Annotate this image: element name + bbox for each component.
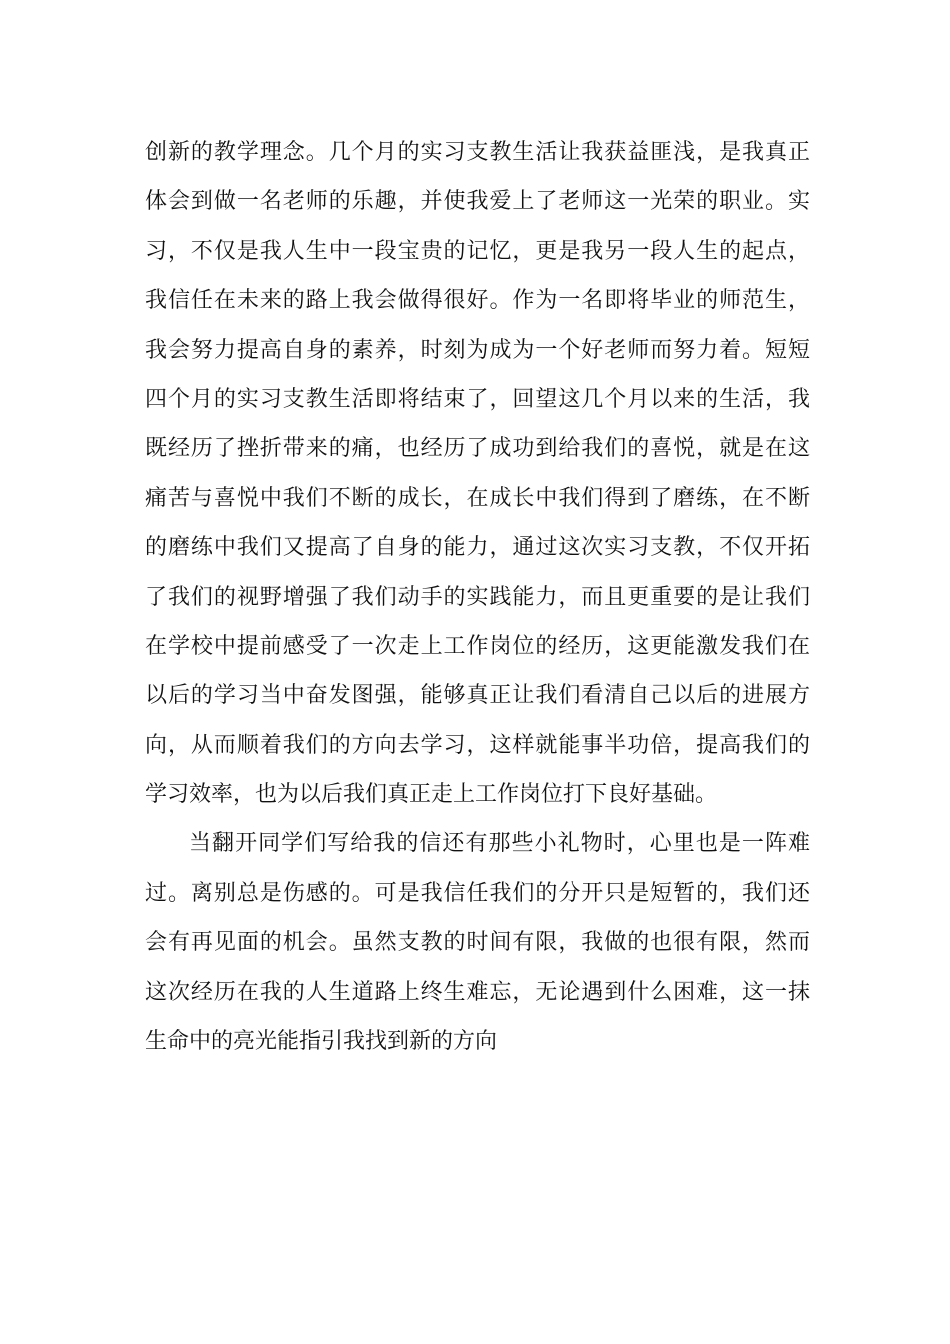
text-line: 了我们的视野增强了我们动手的实践能力，而且更重要的是让我们 — [145, 584, 810, 610]
text-line: 我信任在未来的路上我会做得很好。作为一名即将毕业的师范生， — [145, 288, 810, 314]
text-line: 生命中的亮光能指引我找到新的方向 — [145, 1029, 498, 1055]
text-line: 四个月的实习支教生活即将结束了，回望这几个月以来的生活，我 — [145, 386, 810, 412]
document-body — [145, 128, 810, 1066]
text-line: 我会努力提高自身的素养，时刻为成为一个好老师而努力着。短短 — [145, 337, 810, 363]
text-line: 过。离别总是伤感的。可是我信任我们的分开只是短暂的，我们还 — [145, 880, 810, 906]
paragraph-1 — [145, 128, 810, 819]
text-line: 这次经历在我的人生道路上终生难忘，无论遇到什么困难，这一抹 — [145, 979, 810, 1005]
text-line: 向，从而顺着我们的方向去学习，这样就能事半功倍，提高我们的 — [145, 732, 810, 758]
text-line: 以后的学习当中奋发图强，能够真正让我们看清自己以后的进展方 — [145, 683, 810, 709]
text-line: 当翻开同学们写给我的信还有那些小礼物时，心里也是一阵难 — [189, 831, 810, 857]
text-line: 的磨练中我们又提高了自身的能力，通过这次实习支教，不仅开拓 — [145, 535, 810, 561]
paragraph-2 — [145, 819, 810, 1066]
text-line: 创新的教学理念。几个月的实习支教生活让我获益匪浅，是我真正 — [145, 140, 810, 165]
text-line: 会有再见面的机会。虽然支教的时间有限，我做的也很有限，然而 — [145, 930, 810, 956]
text-line: 习，不仅是我人生中一段宝贵的记忆，更是我另一段人生的起点， — [145, 238, 810, 264]
text-line: 既经历了挫折带来的痛，也经历了成功到给我们的喜悦，就是在这 — [145, 436, 810, 462]
text-line: 在学校中提前感受了一次走上工作岗位的经历，这更能激发我们在 — [145, 633, 810, 659]
text-line: 痛苦与喜悦中我们不断的成长，在成长中我们得到了磨练，在不断 — [145, 485, 810, 511]
text-line: 学习效率，也为以后我们真正走上工作岗位打下良好基础。 — [145, 782, 718, 808]
text-line: 体会到做一名老师的乐趣，并使我爱上了老师这一光荣的职业。实 — [145, 189, 810, 215]
